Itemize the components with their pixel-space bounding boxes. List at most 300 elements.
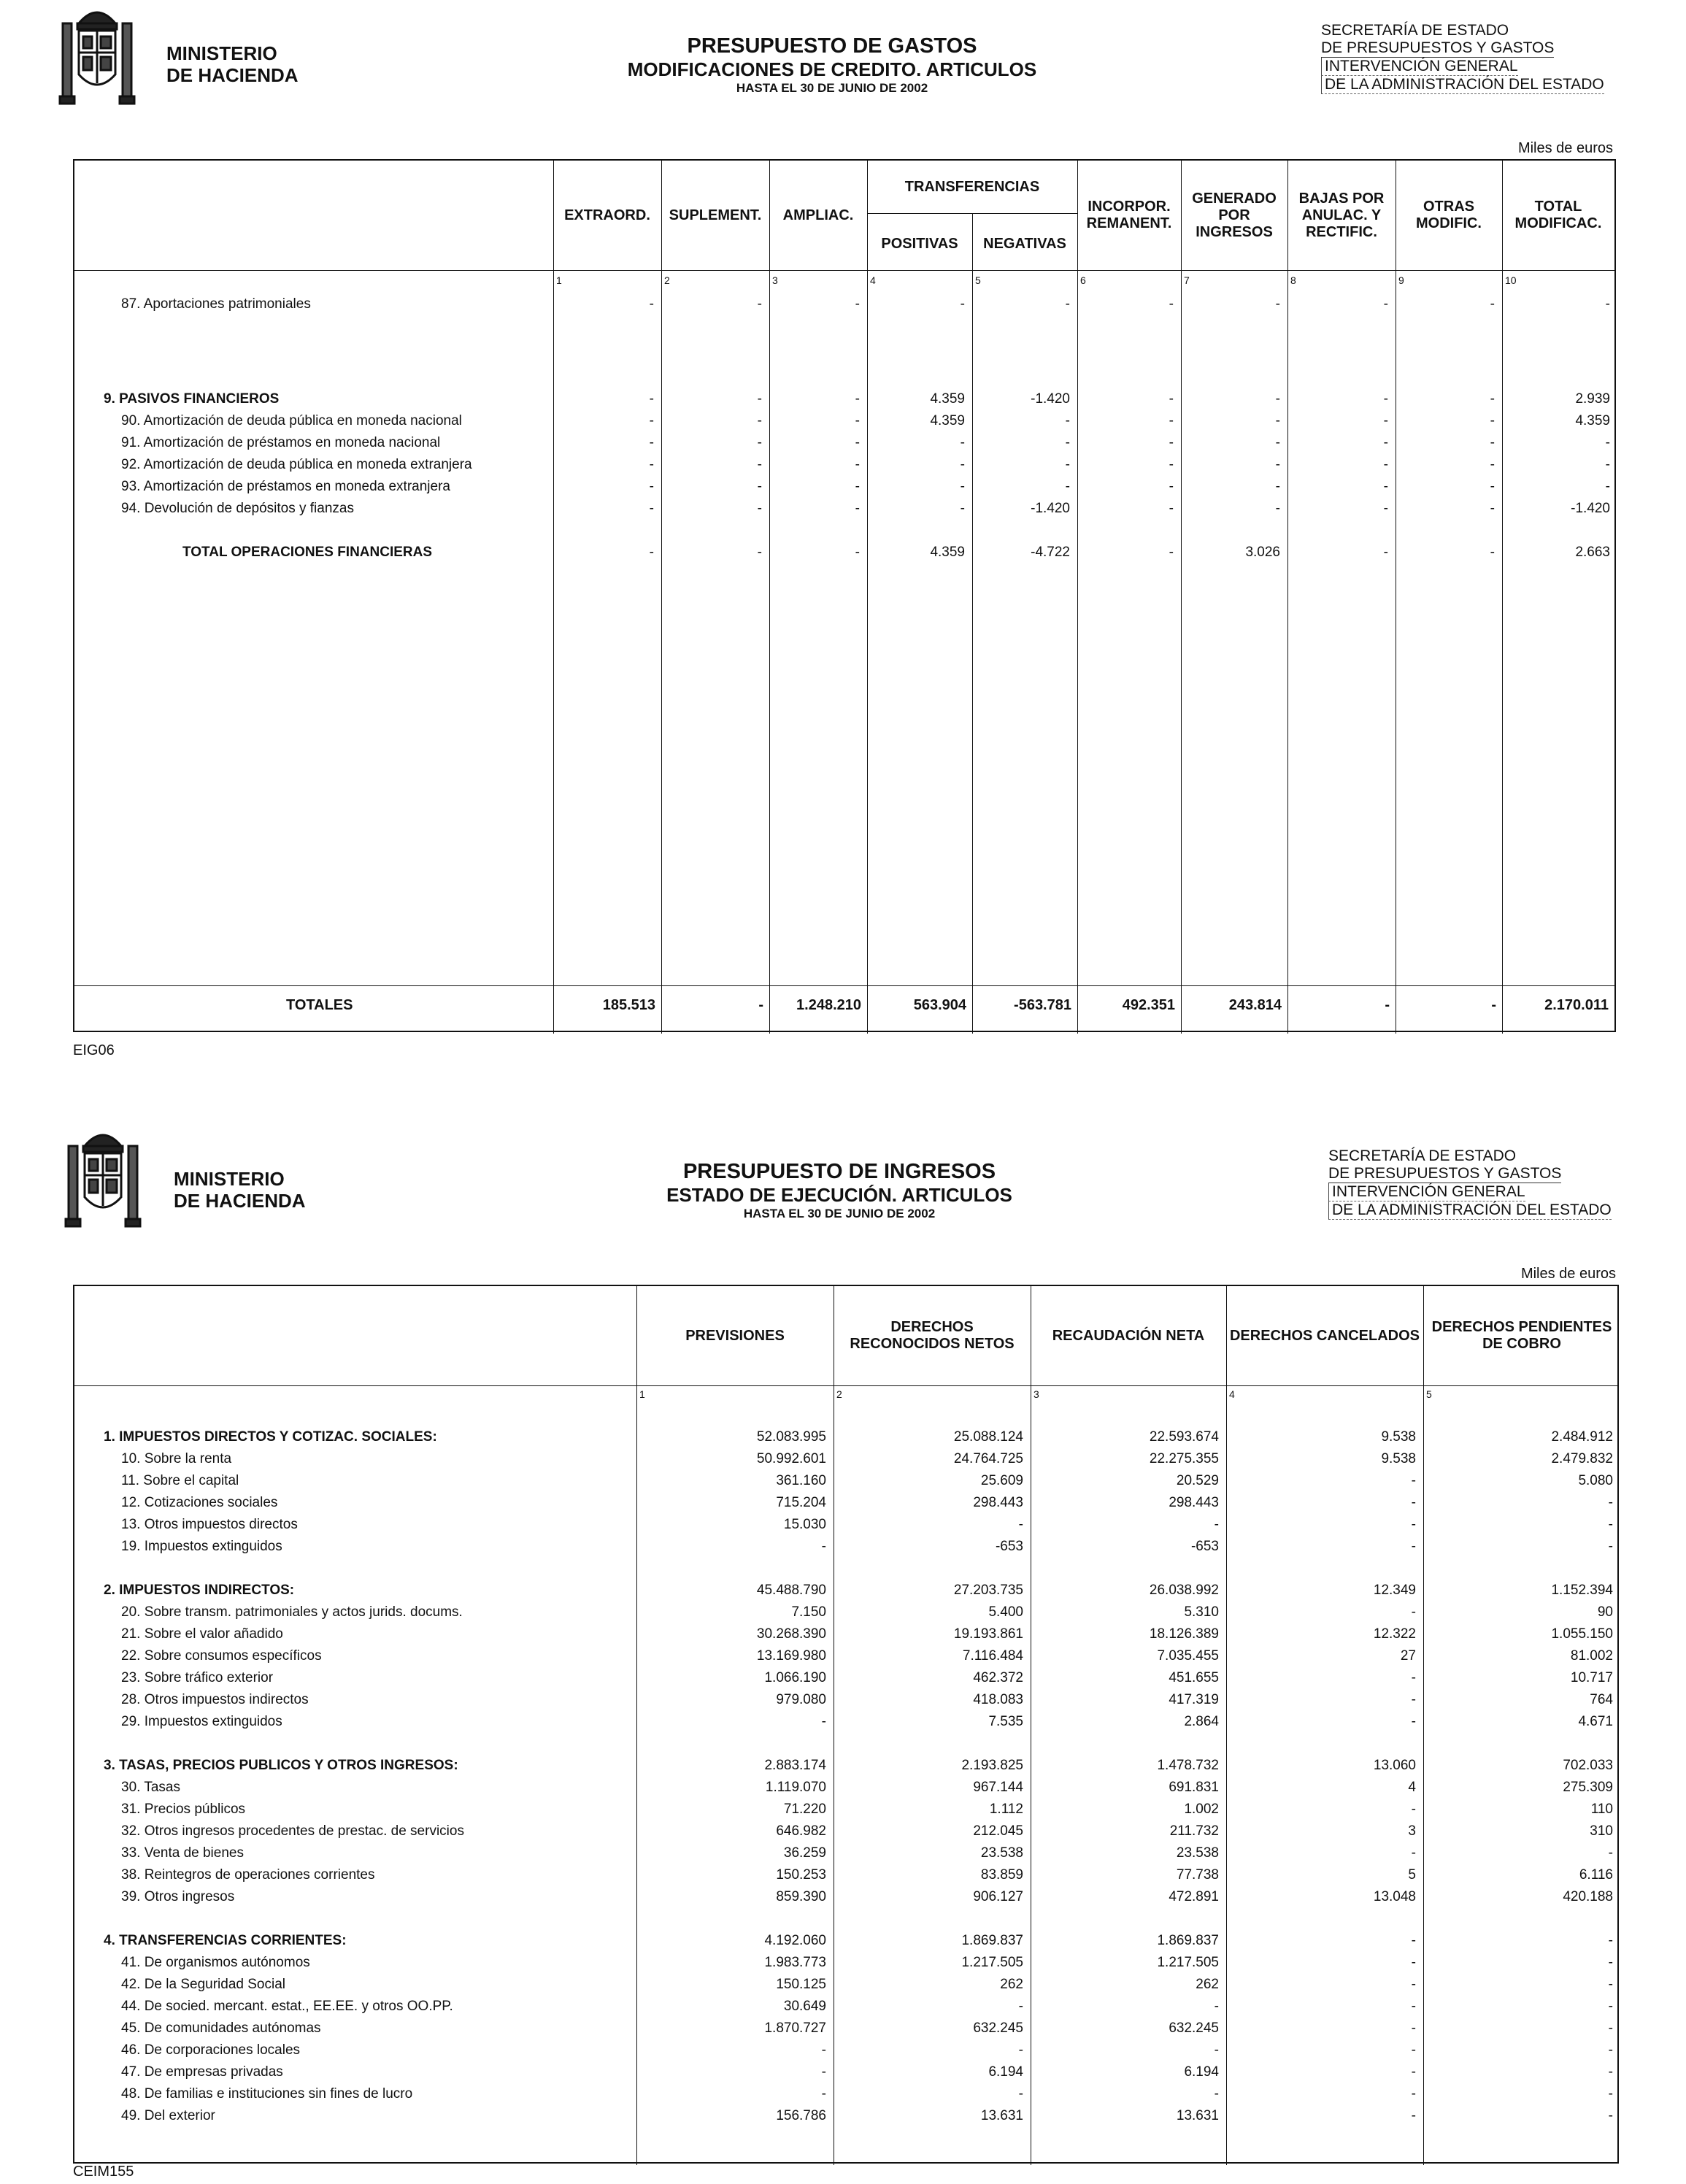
table-row bbox=[74, 2064, 1617, 2086]
table-row bbox=[74, 2108, 1617, 2130]
cell-value: - bbox=[1411, 2020, 1416, 2036]
cell-value: 22.275.355 bbox=[1149, 1451, 1219, 1466]
cell-value: - bbox=[1411, 2108, 1416, 2123]
header-pendientes: DERECHOS PENDIENTES DE COBRO bbox=[1431, 1319, 1612, 1352]
table-row bbox=[74, 1889, 1617, 1911]
cell-value: - bbox=[649, 413, 654, 428]
table-row bbox=[74, 1845, 1617, 1867]
cell-value: 1.112 bbox=[989, 1802, 1023, 1817]
coat-of-arms-icon bbox=[57, 1, 137, 111]
cell-value: - bbox=[757, 545, 762, 560]
cell-value: 632.245 bbox=[1169, 2020, 1219, 2036]
cell-value: - bbox=[757, 296, 762, 312]
cell-value: 25.088.124 bbox=[953, 1429, 1023, 1445]
table-row bbox=[74, 545, 1614, 566]
row-label: 9. PASIVOS FINANCIEROS bbox=[104, 391, 280, 407]
cell-value: - bbox=[757, 435, 762, 450]
row-label: 90. Amortización de deuda pública en moneda nacional bbox=[121, 413, 462, 428]
cell-value: - bbox=[855, 479, 860, 494]
table-row bbox=[74, 391, 1614, 413]
table-row bbox=[74, 1670, 1617, 1692]
cell-value: - bbox=[855, 457, 860, 472]
secretaria-block: SECRETARÍA DE ESTADO DE PRESUPUESTOS Y GASTOS INTERVENCIÓN GENERAL DE LA ADMINISTRACIÓN DEL ESTADO bbox=[1321, 22, 1604, 93]
row-label: 45. De comunidades autónomas bbox=[121, 2020, 321, 2036]
cell-value: 36.259 bbox=[783, 1845, 826, 1861]
cell-value: 262 bbox=[1196, 1977, 1219, 1992]
cell-value: 23.538 bbox=[1176, 1845, 1219, 1861]
row-label: 87. Aportaciones patrimoniales bbox=[121, 296, 311, 312]
cell-value: - bbox=[1411, 1604, 1416, 1620]
cell-value: 18.126.389 bbox=[1149, 1626, 1219, 1642]
cell-value: - bbox=[1608, 1955, 1613, 1970]
column-number: 9 bbox=[1398, 274, 1404, 286]
cell-value: 30.268.390 bbox=[756, 1626, 826, 1642]
header-extraord: EXTRAORD. bbox=[564, 207, 650, 223]
cell-value: - bbox=[1490, 296, 1495, 312]
cell-value: - bbox=[1411, 1977, 1416, 1992]
cell-value: 15.030 bbox=[783, 1517, 826, 1532]
cell-value: 1.870.727 bbox=[764, 2020, 826, 2036]
header-derechos-reconocidos: DERECHOS RECONOCIDOS NETOS bbox=[850, 1319, 1015, 1352]
row-label: 19. Impuestos extinguidos bbox=[121, 1539, 282, 1554]
column-number: 2 bbox=[836, 1388, 842, 1400]
row-label: 92. Amortización de deuda pública en moneda extranjera bbox=[121, 457, 472, 472]
cell-value: - bbox=[1169, 501, 1174, 516]
cell-value: - bbox=[1383, 545, 1388, 560]
header-bajas: BAJAS POR ANULAC. Y RECTIFIC. bbox=[1298, 190, 1385, 240]
cell-value: 25.609 bbox=[980, 1473, 1023, 1488]
table-row bbox=[74, 479, 1614, 501]
table-row bbox=[74, 1802, 1617, 1823]
cell-value: - bbox=[649, 545, 654, 560]
table-row bbox=[74, 1648, 1617, 1670]
cell-value: - bbox=[1383, 391, 1388, 407]
totals-value: 492.351 bbox=[1122, 997, 1175, 1013]
column-number: 3 bbox=[1033, 1388, 1039, 1400]
cell-value: - bbox=[960, 501, 965, 516]
cell-value: 71.220 bbox=[783, 1802, 826, 1817]
row-label: 20. Sobre transm. patrimoniales y actos jurids. docums. bbox=[121, 1604, 463, 1620]
report-period: HASTA EL 30 DE JUNIO DE 2002 bbox=[736, 81, 928, 95]
row-label: 49. Del exterior bbox=[121, 2108, 215, 2123]
cell-value: - bbox=[649, 501, 654, 516]
row-label: 41. De organismos autónomos bbox=[121, 1955, 310, 1970]
cell-value: 1.152.394 bbox=[1551, 1583, 1613, 1598]
cell-value: - bbox=[960, 296, 965, 312]
cell-value: - bbox=[1490, 435, 1495, 450]
cell-value: 4.359 bbox=[930, 391, 965, 407]
table-row bbox=[74, 1867, 1617, 1889]
cell-value: 632.245 bbox=[973, 2020, 1023, 2036]
cell-value: 13.048 bbox=[1373, 1889, 1416, 1904]
cell-value: 150.125 bbox=[776, 1977, 826, 1992]
header-incorpor: INCORPOR. REMANENT. bbox=[1086, 199, 1172, 231]
cell-value: - bbox=[1411, 1539, 1416, 1554]
cell-value: 906.127 bbox=[973, 1889, 1023, 1904]
row-label: 29. Impuestos extinguidos bbox=[121, 1714, 282, 1729]
cell-value: 3.026 bbox=[1245, 545, 1280, 560]
row-label: 21. Sobre el valor añadido bbox=[121, 1626, 283, 1642]
cell-value: - bbox=[1383, 435, 1388, 450]
cell-value: - bbox=[1490, 479, 1495, 494]
cell-value: 2.479.832 bbox=[1551, 1451, 1613, 1466]
cell-value: -653 bbox=[1190, 1539, 1219, 1554]
cell-value: - bbox=[1605, 457, 1610, 472]
coat-of-arms-icon bbox=[63, 1124, 143, 1234]
cell-value: 967.144 bbox=[973, 1780, 1023, 1795]
table-row bbox=[74, 2086, 1617, 2108]
row-label: 28. Otros impuestos indirectos bbox=[121, 1692, 309, 1707]
cell-value: - bbox=[757, 501, 762, 516]
cell-value: - bbox=[1018, 2086, 1023, 2102]
cell-value: - bbox=[1411, 1495, 1416, 1510]
cell-value: 77.738 bbox=[1176, 1867, 1219, 1883]
cell-value: - bbox=[649, 391, 654, 407]
cell-value: - bbox=[1275, 296, 1280, 312]
cell-value: - bbox=[1018, 1999, 1023, 2014]
header-otras: OTRAS MODIFIC. bbox=[1416, 199, 1482, 231]
cell-value: 13.060 bbox=[1373, 1758, 1416, 1773]
cell-value: 417.319 bbox=[1169, 1692, 1219, 1707]
report-subtitle: ESTADO DE EJECUCIÓN. ARTICULOS bbox=[666, 1184, 1012, 1206]
cell-value: 1.869.837 bbox=[1157, 1933, 1219, 1948]
ministry-name: MINISTERIO DE HACIENDA bbox=[166, 42, 299, 86]
cell-value: - bbox=[1214, 1999, 1219, 2014]
cell-value: 462.372 bbox=[973, 1670, 1023, 1685]
table-row bbox=[74, 1583, 1617, 1604]
ingresos-table bbox=[73, 1285, 1619, 2164]
cell-value: -1.420 bbox=[1031, 391, 1070, 407]
cell-value: - bbox=[1490, 391, 1495, 407]
cell-value: 1.119.070 bbox=[765, 1780, 826, 1795]
row-label: 30. Tasas bbox=[121, 1780, 180, 1795]
cell-value: -653 bbox=[995, 1539, 1023, 1554]
column-number: 1 bbox=[639, 1388, 645, 1400]
cell-value: - bbox=[649, 479, 654, 494]
cell-value: - bbox=[1411, 1473, 1416, 1488]
cell-value: 110 bbox=[1590, 1802, 1613, 1817]
cell-value: 5.400 bbox=[988, 1604, 1023, 1620]
cell-value: 298.443 bbox=[1169, 1495, 1219, 1510]
cell-value: - bbox=[855, 296, 860, 312]
cell-value: 27.203.735 bbox=[953, 1583, 1023, 1598]
cell-value: - bbox=[757, 479, 762, 494]
cell-value: - bbox=[1411, 2042, 1416, 2058]
cell-value: - bbox=[1169, 457, 1174, 472]
cell-value: 13.631 bbox=[980, 2108, 1023, 2123]
cell-value: 212.045 bbox=[973, 1823, 1023, 1839]
cell-value: 12.322 bbox=[1373, 1626, 1416, 1642]
cell-value: 211.732 bbox=[1169, 1823, 1219, 1839]
table-row bbox=[74, 1714, 1617, 1736]
cell-value: 298.443 bbox=[973, 1495, 1023, 1510]
cell-value: - bbox=[1411, 1517, 1416, 1532]
cell-value: 764 bbox=[1590, 1692, 1613, 1707]
table-row bbox=[74, 1999, 1617, 2020]
cell-value: -1.420 bbox=[1571, 501, 1610, 516]
column-number: 7 bbox=[1184, 274, 1190, 286]
row-label: 93. Amortización de préstamos en moneda extranjera bbox=[121, 479, 450, 494]
cell-value: - bbox=[1605, 435, 1610, 450]
cell-value: - bbox=[1169, 296, 1174, 312]
cell-value: - bbox=[1169, 545, 1174, 560]
cell-value: - bbox=[855, 413, 860, 428]
row-label: TOTAL OPERACIONES FINANCIERAS bbox=[182, 545, 433, 560]
cell-value: - bbox=[821, 2086, 826, 2102]
cell-value: 23.538 bbox=[980, 1845, 1023, 1861]
cell-value: - bbox=[757, 413, 762, 428]
cell-value: - bbox=[1065, 435, 1070, 450]
header-previsiones: PREVISIONES bbox=[685, 1327, 785, 1344]
table-row bbox=[74, 1539, 1617, 1561]
cell-value: 1.066.190 bbox=[764, 1670, 826, 1685]
cell-value: - bbox=[821, 2042, 826, 2058]
cell-value: - bbox=[757, 391, 762, 407]
header-generado: GENERADO POR INGRESOS bbox=[1192, 190, 1277, 240]
cell-value: - bbox=[1411, 1845, 1416, 1861]
cell-value: - bbox=[960, 479, 965, 494]
table-row bbox=[74, 457, 1614, 479]
cell-value: 859.390 bbox=[776, 1889, 826, 1904]
cell-value: 691.831 bbox=[1169, 1780, 1219, 1795]
table-row bbox=[74, 1758, 1617, 1780]
cell-value: - bbox=[649, 296, 654, 312]
cell-value: - bbox=[1169, 413, 1174, 428]
cell-value: - bbox=[1411, 1999, 1416, 2014]
row-label: 13. Otros impuestos directos bbox=[121, 1517, 298, 1532]
column-number: 3 bbox=[772, 274, 778, 286]
cell-value: 5 bbox=[1408, 1867, 1416, 1883]
row-label: 12. Cotizaciones sociales bbox=[121, 1495, 278, 1510]
cell-value: 2.939 bbox=[1575, 391, 1610, 407]
cell-value: - bbox=[1169, 435, 1174, 450]
header-recaudacion: RECAUDACIÓN NETA bbox=[1052, 1327, 1205, 1344]
cell-value: 715.204 bbox=[776, 1495, 826, 1510]
cell-value: 646.982 bbox=[776, 1823, 826, 1839]
cell-value: 20.529 bbox=[1176, 1473, 1219, 1488]
cell-value: 2.484.912 bbox=[1551, 1429, 1613, 1445]
row-label: 32. Otros ingresos procedentes de prestac. de servicios bbox=[121, 1823, 464, 1839]
table-row bbox=[74, 1780, 1617, 1802]
cell-value: 262 bbox=[1000, 1977, 1023, 1992]
cell-value: - bbox=[1275, 391, 1280, 407]
cell-value: - bbox=[1608, 1539, 1613, 1554]
column-number: 10 bbox=[1505, 274, 1517, 286]
cell-value: - bbox=[757, 457, 762, 472]
table-row bbox=[74, 1429, 1617, 1451]
cell-value: - bbox=[1018, 2042, 1023, 2058]
cell-value: 4 bbox=[1408, 1780, 1416, 1795]
cell-value: - bbox=[1608, 1517, 1613, 1532]
row-label: 22. Sobre consumos específicos bbox=[121, 1648, 322, 1664]
cell-value: 12.349 bbox=[1373, 1583, 1416, 1598]
cell-value: - bbox=[1608, 2086, 1613, 2102]
cell-value: - bbox=[1018, 1517, 1023, 1532]
cell-value: - bbox=[1608, 2020, 1613, 2036]
cell-value: - bbox=[1608, 1495, 1613, 1510]
secretaria-block: SECRETARÍA DE ESTADO DE PRESUPUESTOS Y GASTOS INTERVENCIÓN GENERAL DE LA ADMINISTRACIÓN DEL ESTADO bbox=[1328, 1147, 1612, 1218]
column-number: 5 bbox=[975, 274, 981, 286]
row-label: 91. Amortización de préstamos en moneda nacional bbox=[121, 435, 441, 450]
row-label: 38. Reintegros de operaciones corrientes bbox=[121, 1867, 375, 1883]
cell-value: - bbox=[1383, 457, 1388, 472]
cell-value: 1.055.150 bbox=[1551, 1626, 1613, 1642]
table-row bbox=[74, 1692, 1617, 1714]
cell-value: 1.002 bbox=[1184, 1802, 1219, 1817]
column-number: 4 bbox=[1229, 1388, 1235, 1400]
header-negativas: NEGATIVAS bbox=[983, 235, 1066, 252]
row-label: 33. Venta de bienes bbox=[121, 1845, 244, 1861]
cell-value: - bbox=[1411, 1670, 1416, 1685]
column-number: 5 bbox=[1426, 1388, 1432, 1400]
table-row bbox=[74, 1495, 1617, 1517]
cell-value: 30.649 bbox=[783, 1999, 826, 2014]
cell-value: - bbox=[1490, 457, 1495, 472]
cell-value: - bbox=[1275, 435, 1280, 450]
cell-value: - bbox=[649, 435, 654, 450]
cell-value: 6.194 bbox=[988, 2064, 1023, 2080]
cell-value: 9.538 bbox=[1381, 1451, 1416, 1466]
cell-value: 6.194 bbox=[1184, 2064, 1219, 2080]
row-label: 39. Otros ingresos bbox=[121, 1889, 235, 1904]
units-label: Miles de euros bbox=[1520, 1266, 1616, 1282]
row-label: 3. TASAS, PRECIOS PUBLICOS Y OTROS INGRESOS: bbox=[104, 1758, 458, 1773]
cell-value: - bbox=[1411, 1692, 1416, 1707]
cell-value: 2.883.174 bbox=[764, 1758, 826, 1773]
cell-value: 7.150 bbox=[791, 1604, 826, 1620]
cell-value: - bbox=[1411, 2086, 1416, 2102]
cell-value: -4.722 bbox=[1031, 545, 1070, 560]
totals-value: 563.904 bbox=[913, 997, 966, 1013]
cell-value: - bbox=[960, 435, 965, 450]
cell-value: - bbox=[1275, 479, 1280, 494]
table-row bbox=[74, 1604, 1617, 1626]
row-label: 2. IMPUESTOS INDIRECTOS: bbox=[104, 1583, 295, 1598]
cell-value: - bbox=[1065, 457, 1070, 472]
cell-value: 1.478.732 bbox=[1157, 1758, 1219, 1773]
table-row bbox=[74, 2020, 1617, 2042]
row-label: 1. IMPUESTOS DIRECTOS Y COTIZAC. SOCIALES: bbox=[104, 1429, 437, 1445]
cell-value: 22.593.674 bbox=[1149, 1429, 1219, 1445]
header-positivas: POSITIVAS bbox=[881, 235, 958, 252]
cell-value: - bbox=[1608, 2042, 1613, 2058]
cell-value: - bbox=[821, 1539, 826, 1554]
header-cancelados: DERECHOS CANCELADOS bbox=[1229, 1327, 1420, 1344]
cell-value: 5.310 bbox=[1184, 1604, 1219, 1620]
cell-value: 702.033 bbox=[1563, 1758, 1613, 1773]
header-suplement: SUPLEMENT. bbox=[669, 207, 762, 223]
report-period: HASTA EL 30 DE JUNIO DE 2002 bbox=[743, 1207, 936, 1220]
cell-value: 52.083.995 bbox=[756, 1429, 826, 1445]
cell-value: 90 bbox=[1597, 1604, 1613, 1620]
row-label: 94. Devolución de depósitos y fianzas bbox=[121, 501, 354, 516]
column-number: 2 bbox=[664, 274, 670, 286]
table-row bbox=[74, 1626, 1617, 1648]
cell-value: 472.891 bbox=[1169, 1889, 1219, 1904]
table-row bbox=[74, 1955, 1617, 1977]
cell-value: 2.663 bbox=[1575, 545, 1610, 560]
cell-value: - bbox=[1065, 413, 1070, 428]
cell-value: 156.786 bbox=[776, 2108, 826, 2123]
cell-value: - bbox=[1608, 1845, 1613, 1861]
table-row bbox=[74, 296, 1614, 318]
table-row bbox=[74, 1933, 1617, 1955]
cell-value: 150.253 bbox=[776, 1867, 826, 1883]
cell-value: - bbox=[1608, 1933, 1613, 1948]
cell-value: 7.116.484 bbox=[962, 1648, 1023, 1664]
row-label: 44. De socied. mercant. estat., EE.EE. y otros OO.PP. bbox=[121, 1999, 453, 2014]
cell-value: 361.160 bbox=[776, 1473, 826, 1488]
table-row bbox=[74, 1823, 1617, 1845]
table-row bbox=[74, 1517, 1617, 1539]
cell-value: 7.535 bbox=[988, 1714, 1023, 1729]
table-row bbox=[74, 1451, 1617, 1473]
row-label: 42. De la Seguridad Social bbox=[121, 1977, 285, 1992]
totals-value: 2.170.011 bbox=[1544, 997, 1609, 1013]
row-label: 4. TRANSFERENCIAS CORRIENTES: bbox=[104, 1933, 347, 1948]
cell-value: 1.217.505 bbox=[961, 1955, 1023, 1970]
cell-value: - bbox=[1169, 479, 1174, 494]
totals-value: - bbox=[758, 997, 763, 1013]
cell-value: - bbox=[821, 1714, 826, 1729]
cell-value: 45.488.790 bbox=[756, 1583, 826, 1598]
cell-value: 4.359 bbox=[1575, 413, 1610, 428]
cell-value: 310 bbox=[1590, 1823, 1613, 1839]
cell-value: 4.192.060 bbox=[764, 1933, 826, 1948]
row-label: 31. Precios públicos bbox=[121, 1802, 246, 1817]
totals-value: - bbox=[1385, 997, 1390, 1013]
report-title-block bbox=[518, 1159, 1160, 1222]
table-row bbox=[74, 413, 1614, 435]
cell-value: 979.080 bbox=[776, 1692, 826, 1707]
gastos-table bbox=[73, 159, 1616, 1032]
table-row bbox=[74, 435, 1614, 457]
column-number: 6 bbox=[1080, 274, 1086, 286]
cell-value: 418.083 bbox=[973, 1692, 1023, 1707]
header-transferencias: TRANSFERENCIAS bbox=[904, 178, 1040, 195]
cell-value: - bbox=[960, 457, 965, 472]
cell-value: 451.655 bbox=[1169, 1670, 1219, 1685]
totals-value: 185.513 bbox=[602, 997, 655, 1013]
cell-value: 1.217.505 bbox=[1157, 1955, 1219, 1970]
cell-value: 4.671 bbox=[1578, 1714, 1613, 1729]
cell-value: 4.359 bbox=[930, 545, 965, 560]
cell-value: 50.992.601 bbox=[756, 1451, 826, 1466]
cell-value: 9.538 bbox=[1381, 1429, 1416, 1445]
cell-value: - bbox=[1383, 479, 1388, 494]
row-label: 47. De empresas privadas bbox=[121, 2064, 283, 2080]
cell-value: - bbox=[649, 457, 654, 472]
header-ampliac: AMPLIAC. bbox=[782, 207, 854, 223]
document-code: CEIM155 bbox=[73, 2164, 134, 2180]
column-number: 4 bbox=[870, 274, 876, 286]
row-label: 10. Sobre la renta bbox=[121, 1451, 232, 1466]
cell-value: 19.193.861 bbox=[953, 1626, 1023, 1642]
column-number: 8 bbox=[1290, 274, 1296, 286]
row-label: 23. Sobre tráfico exterior bbox=[121, 1670, 274, 1685]
cell-value: - bbox=[855, 435, 860, 450]
cell-value: 83.859 bbox=[980, 1867, 1023, 1883]
cell-value: - bbox=[1383, 501, 1388, 516]
cell-value: - bbox=[1490, 545, 1495, 560]
cell-value: - bbox=[1214, 1517, 1219, 1532]
totals-value: - bbox=[1491, 997, 1496, 1013]
table-row bbox=[74, 501, 1614, 523]
cell-value: - bbox=[1605, 296, 1610, 312]
table-row bbox=[74, 2042, 1617, 2064]
cell-value: 420.188 bbox=[1563, 1889, 1613, 1904]
report-title: PRESUPUESTO DE INGRESOS bbox=[682, 1160, 996, 1183]
